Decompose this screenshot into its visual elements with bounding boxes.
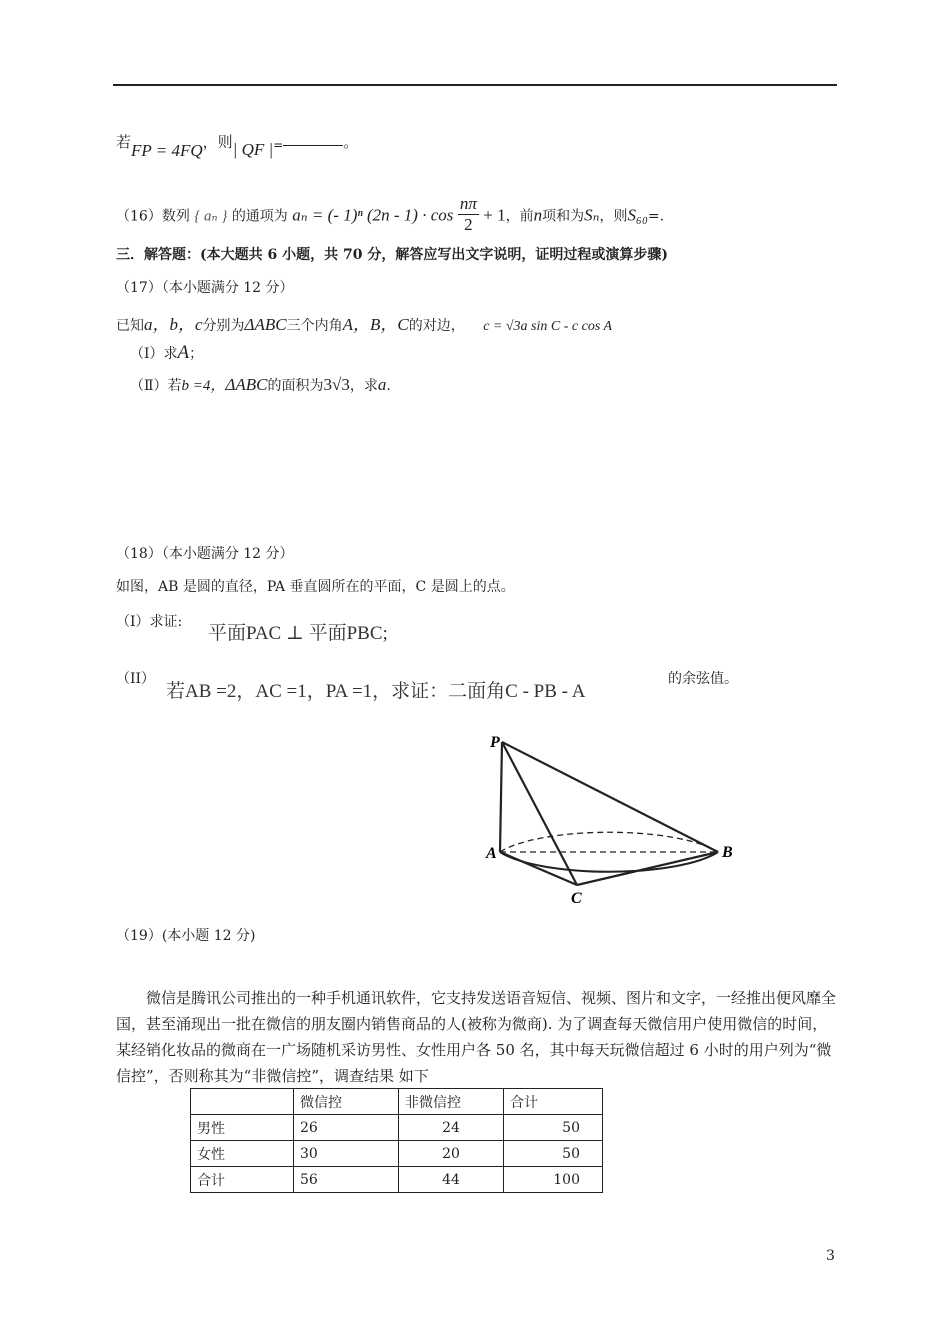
q18-part2-label: （II） — [116, 671, 156, 687]
q16-line: （16）数列 { aₙ } 的通项为 aₙ = (- 1)ⁿ (2n - 1) · cos $\frac{n\pi}{2}$ + 1，前n项和为Sₙ，则S₆₀=. — [116, 194, 665, 234]
header-rule — [113, 84, 837, 86]
table-header-row — [191, 1089, 603, 1115]
q18-part2-end: 的余弦值。 — [668, 671, 738, 687]
table-cell: 100 — [504, 1167, 603, 1193]
q16-formula: aₙ = (- 1)ⁿ (2n - 1) · cos — [292, 205, 454, 225]
page-number: 3 — [826, 1248, 835, 1264]
circle-front-arc — [500, 852, 718, 872]
label-a: A — [486, 845, 497, 862]
q15-condition: FP = 4FQ — [131, 141, 203, 160]
table-header-cell: 微信控 — [294, 1089, 399, 1115]
edge-pc — [502, 742, 577, 885]
table-row — [191, 1115, 603, 1141]
geometry-figure — [480, 725, 750, 910]
q19-header: （19）(本小题 12 分) — [116, 928, 256, 944]
edge-pb — [502, 742, 718, 852]
q16-sequence: { aₙ } — [194, 208, 228, 225]
table-cell: 女性 — [191, 1141, 294, 1167]
table-cell: 50 — [504, 1115, 603, 1141]
section-title: 三．解答题：(本大题共 6 小题，共 70 分，解答应写出文字说明，证明过程或演算步骤) — [116, 247, 668, 263]
table-row — [191, 1141, 603, 1167]
table-cell: 56 — [294, 1167, 399, 1193]
edge-pa — [500, 742, 502, 852]
label-b: B — [722, 844, 733, 861]
q18-part1-statement: 平面PAC ⊥ 平面PBC; — [208, 623, 388, 644]
table-row — [191, 1167, 603, 1193]
edge-cb — [577, 852, 718, 885]
q16-fraction: $\frac{n\pi}{2}$ — [459, 194, 477, 234]
answer-blank — [283, 127, 343, 146]
q15-line: 若FP = 4FQ，则| QF |= 。 — [116, 131, 358, 152]
table-header-cell — [191, 1089, 294, 1115]
table-cell: 合计 — [191, 1167, 294, 1193]
label-c: C — [571, 890, 582, 907]
table-cell: 50 — [504, 1141, 603, 1167]
q17-header: （17）（本小题满分 12 分） — [116, 280, 294, 296]
q17-part1: （Ⅰ）求A； — [130, 342, 204, 363]
table-cell: 20 — [399, 1141, 504, 1167]
q17-equation: c = √3a sin C - c cos A — [483, 319, 613, 334]
q19-paragraph: 微信是腾讯公司推出的一种手机通讯软件，它支持发送语音短信、视频、图片和文字，一经推出便风靡全国，甚至涌现出一批在微信的朋友圈内销售商品的人(被称为微商). 为了调查每天微信用户使用微信的时间，某经销化妆品的微商在一广场随机采访男性、女性用户各 50 名，其中每天玩微信超过 6 小时的用户列为“微信控”，否则称其为“非微信控”，调查结果 如下 — [116, 989, 837, 1085]
q17-given: 已知a，b，c分别为ΔABC三个内角A，B，C的对边， c = √3a sin C - c cos A — [116, 315, 613, 334]
q18-part2-statement: 若AB =2，AC =1，PA =1，求证：二面角C - PB - A — [166, 681, 586, 702]
survey-table — [190, 1088, 603, 1193]
table-cell: 男性 — [191, 1115, 294, 1141]
table-header-cell: 非微信控 — [399, 1089, 504, 1115]
table-header-cell: 合计 — [504, 1089, 603, 1115]
table-cell: 30 — [294, 1141, 399, 1167]
label-p: P — [490, 734, 500, 751]
q18-part1-label: （I）求证: — [116, 614, 183, 630]
q18-header: （18）（本小题满分 12 分） — [116, 546, 294, 562]
table-cell: 44 — [399, 1167, 504, 1193]
q17-part2: （Ⅱ）若b =4，ΔABC的面积为3√3，求a. — [130, 375, 391, 394]
q18-intro: 如图，AB 是圆的直径，PA 垂直圆所在的平面，C 是圆上的点。 — [116, 579, 515, 595]
table-cell: 24 — [399, 1115, 504, 1141]
q15-target: | QF | — [232, 140, 274, 159]
edge-ac — [500, 852, 577, 885]
table-cell: 26 — [294, 1115, 399, 1141]
